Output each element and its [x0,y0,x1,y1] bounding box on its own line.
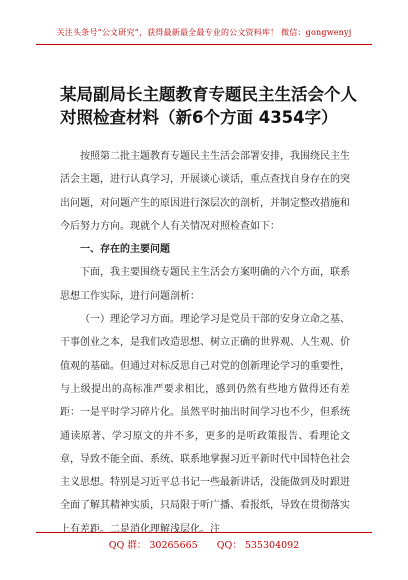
header-divider [36,44,372,45]
footer-divider [36,532,372,533]
document-title: 某局副局长主题教育专题民主生活会个人对照检查材料（新6个方面 4354字） [60,85,357,127]
document-body [60,145,350,541]
body-paragraph: 下面，我主要围绕专题民主生活会方案明确的六个方面，联系思想工作实际，进行问题剖析： [60,267,350,302]
section-heading: 一、存在的主要问题 [80,244,170,256]
header-banner: 关注头条号“公文研究”，获得最新最全最专业的公文资料库！ 微信：gongwenyj [56,28,352,37]
footer-qq-group: QQ 群： 30265665 [108,540,198,551]
footer-qq: QQ： 535304092 [216,540,300,551]
page-header [0,0,408,74]
page-footer [0,537,408,551]
intro-paragraph: 按照第二批主题教育专题民主生活会部署安排，我围绕民主生活会主题，进行认真学习，开展谈心谈话，重点查找自身存在的突出问题，对问题产生的原因进行深层次的剖析，并制定整改措施和今后努力方向。现就个人有关情况对照检查如下： [60,151,350,232]
body-paragraph: （一）理论学习方面。理论学习是党员干部的安身立命之基、干事创业之本，是我们改造思想、树立正确的世界观、人生观、价值观的基础。但通过对标反思自己对党的创新理论学习的重要性，与上级提出的高标准严要求相比，感到仍然有些地方做得还有差距：一是平时学习碎片化。虽然平时抽出时间学习也不少，但系统通读原著、学习原文的并不多，更多的是听政策报告、看理论文章，导致不能全面、系统、联系地掌握习近平新时代中国特色社会主义思想。特别是习近平总书记一些最新讲话，没能做到及时跟进全面了解其精神实质，只局限于听广播、看报纸，导致在贯彻落实上有差距。二是消化理解浅层化。注 [60,314,350,535]
